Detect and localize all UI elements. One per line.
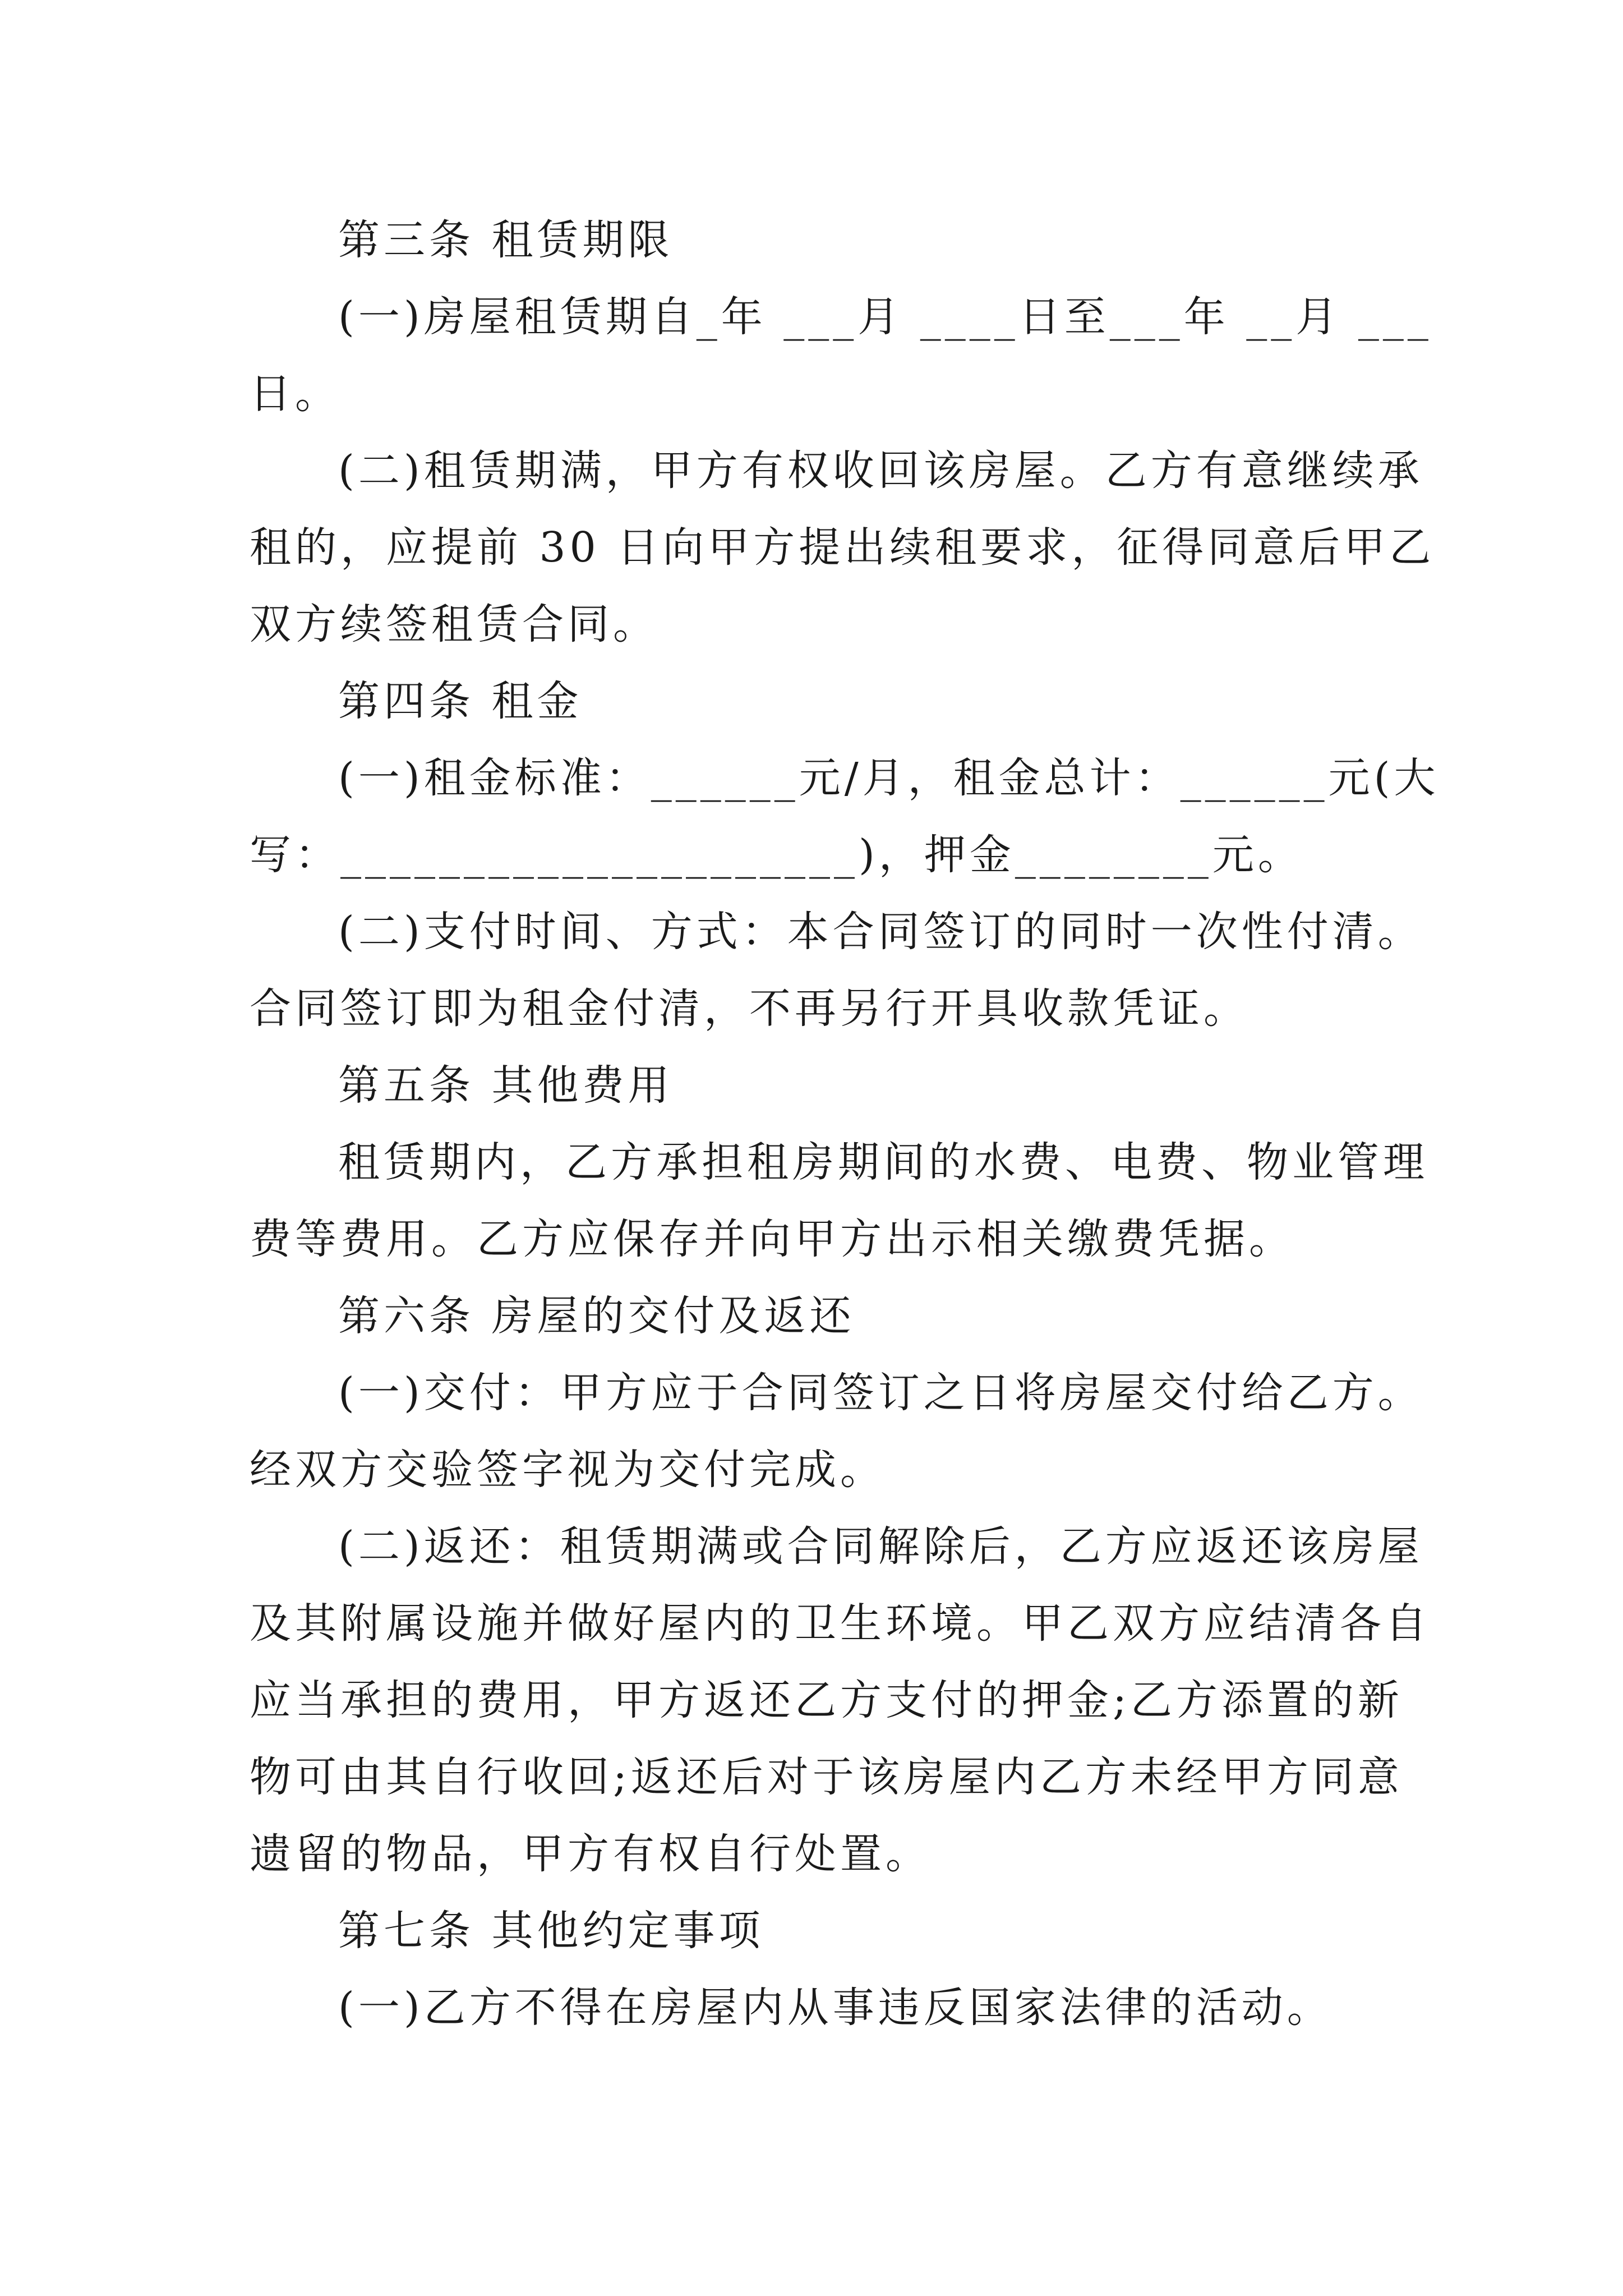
section-heading-article-6: 第六条 房屋的交付及返还 xyxy=(338,1292,855,1340)
paragraph-line: 费等费用。乙方应保存并向甲方出示相关缴费凭据。 xyxy=(250,1215,1294,1263)
paragraph-line: (一)交付：甲方应于合同签订之日将房屋交付给乙方。 xyxy=(338,1369,1423,1417)
paragraph-line: (一)房屋租赁期自_年 ___月 ____日至___年 __月 ___ xyxy=(338,293,1432,341)
paragraph-line: 经双方交验签字视为交付完成。 xyxy=(250,1446,886,1494)
section-heading-article-5: 第五条 其他费用 xyxy=(338,1061,674,1110)
paragraph-line: (二)支付时间、方式：本合同签订的同时一次性付清。 xyxy=(338,908,1423,956)
section-heading-article-3: 第三条 租赁期限 xyxy=(338,216,674,264)
paragraph-line: 物可由其自行收回;返还后对于该房屋内乙方未经甲方同意 xyxy=(250,1753,1403,1801)
paragraph-line: 合同签订即为租金付清，不再另行开具收款凭证。 xyxy=(250,984,1249,1033)
paragraph-line: 租赁期内，乙方承担租房期间的水费、电费、物业管理 xyxy=(338,1138,1428,1186)
paragraph-line: 及其附属设施并做好屋内的卫生环境。甲乙双方应结清各自 xyxy=(250,1599,1431,1648)
paragraph-line: 日。 xyxy=(250,370,340,418)
paragraph-line: 双方续签租赁合同。 xyxy=(250,600,658,648)
paragraph-line: (一)租金标准：______元/月，租金总计：______元(大 xyxy=(338,754,1440,802)
paragraph-line: (一)乙方不得在房屋内从事违反国家法律的活动。 xyxy=(338,1984,1332,2032)
document-page xyxy=(250,202,1440,2046)
paragraph-line: (二)返还：租赁期满或合同解除后，乙方应返还该房屋 xyxy=(338,1522,1423,1571)
paragraph-line: (二)租赁期满，甲方有权收回该房屋。乙方有意继续承 xyxy=(338,447,1423,495)
section-heading-article-4: 第四条 租金 xyxy=(338,677,583,725)
section-heading-article-7: 第七条 其他约定事项 xyxy=(338,1907,764,1955)
paragraph-line: 应当承担的费用，甲方返还乙方支付的押金;乙方添置的新 xyxy=(250,1676,1403,1724)
paragraph-line: 租的，应提前 30 日向甲方提出续租要求，征得同意后甲乙 xyxy=(250,523,1435,572)
paragraph-line: 写：_____________________)，押金________元。 xyxy=(250,831,1303,879)
paragraph-line: 遗留的物品，甲方有权自行处置。 xyxy=(250,1830,931,1878)
